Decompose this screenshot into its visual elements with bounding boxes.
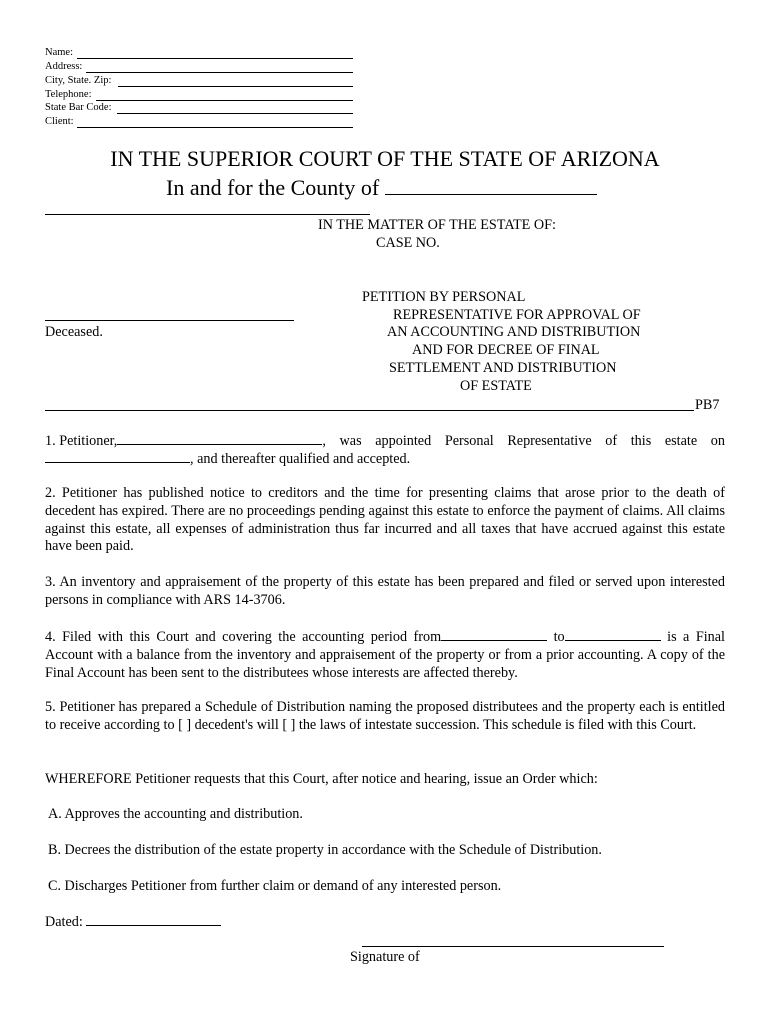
period-start-field[interactable] [441, 628, 547, 641]
county-prefix: In and for the County of [166, 175, 380, 200]
appointment-date-field[interactable] [45, 450, 190, 463]
deceased-label: Deceased. [45, 324, 103, 340]
telephone-field[interactable] [96, 100, 353, 101]
petition-title-line: AND FOR DECREE OF FINAL [412, 342, 600, 358]
petition-title-line: REPRESENTATIVE FOR APPROVAL OF [393, 307, 641, 323]
request-item-b: B. Decrees the distribution of the estate property in accordance with the Schedule of Distribution. [48, 842, 602, 858]
p4-to: to [553, 629, 565, 645]
estate-name-line[interactable] [45, 214, 370, 215]
p1-appointed-text: , was appointed Personal Representative of this estate on [322, 433, 725, 449]
petition-title-line: AN ACCOUNTING AND DISTRIBUTION [387, 324, 641, 340]
request-item-a: A. Approves the accounting and distribution. [48, 806, 303, 822]
form-code: PB7 [695, 397, 720, 413]
request-item-c: C. Discharges Petitioner from further claim or demand of any interested person. [48, 878, 502, 894]
state-bar-code-label: State Bar Code: [45, 102, 112, 113]
p4-tail: is a Final Account with a balance from the inventory and appraisement of the property or from a prior accounting. A copy of the Final Account has been sent to the distributees whose interests are affected thereby. [45, 629, 725, 681]
address-label: Address: [45, 61, 83, 72]
client-label: Client: [45, 116, 74, 127]
name-field[interactable] [77, 58, 353, 59]
city-state-zip-label: City, State. Zip: [45, 75, 112, 86]
petition-title-line: SETTLEMENT AND DISTRIBUTION [389, 360, 617, 376]
address-field[interactable] [86, 72, 353, 73]
city-state-zip-field[interactable] [118, 86, 353, 87]
paragraph-1-line-1 [45, 432, 725, 451]
matter-label: IN THE MATTER OF THE ESTATE OF: [318, 217, 556, 233]
caption-divider [45, 410, 694, 411]
wherefore-clause: WHEREFORE Petitioner requests that this Court, after notice and hearing, issue an Order which: [45, 771, 598, 787]
p1-tail: , and thereafter qualified and accepted. [190, 451, 411, 467]
case-number-label: CASE NO. [376, 235, 440, 251]
petition-title-line: OF ESTATE [460, 378, 532, 394]
county-line [166, 175, 597, 201]
petition-title-line: PETITION BY PERSONAL [362, 289, 526, 305]
signature-label: Signature of [350, 949, 420, 965]
county-field[interactable] [385, 176, 597, 195]
name-label: Name: [45, 47, 73, 58]
period-end-field[interactable] [565, 628, 661, 641]
state-bar-code-field[interactable] [117, 113, 353, 114]
paragraph-5: 5. Petitioner has prepared a Schedule of Distribution naming the proposed distributees and the property each is entitled to receive according to [ ] decedent's will [ ] the laws of intestate succession. This schedule is filed with this Court. [45, 699, 725, 733]
dated-row [45, 913, 221, 932]
paragraph-4 [45, 628, 725, 682]
p4-lead: 4. Filed with this Court and covering the accounting period from [45, 629, 442, 645]
telephone-label: Telephone: [45, 89, 92, 100]
dated-label: Dated: [45, 914, 83, 930]
p1-lead: 1. Petitioner, [45, 433, 118, 449]
deceased-name-line[interactable] [45, 320, 294, 321]
client-field[interactable] [77, 127, 353, 128]
petitioner-name-field[interactable] [117, 432, 322, 445]
paragraph-2: 2. Petitioner has published notice to creditors and the time for presenting claims that arose prior to the death of decedent has expired. There are no proceedings pending against this estate to enforce the payment of claims. All claims against this estate, all expenses of administration thus far incurred and all taxes that have accrued against this estate have been paid. [45, 485, 725, 555]
paragraph-1-line-2 [45, 450, 410, 469]
court-title: IN THE SUPERIOR COURT OF THE STATE OF ARIZONA [110, 146, 660, 171]
paragraph-3: 3. An inventory and appraisement of the property of this estate has been prepared and filed or served upon interested persons in compliance with ARS 14-3706. [45, 574, 725, 608]
dated-field[interactable] [86, 913, 221, 926]
signature-line[interactable] [362, 946, 664, 947]
